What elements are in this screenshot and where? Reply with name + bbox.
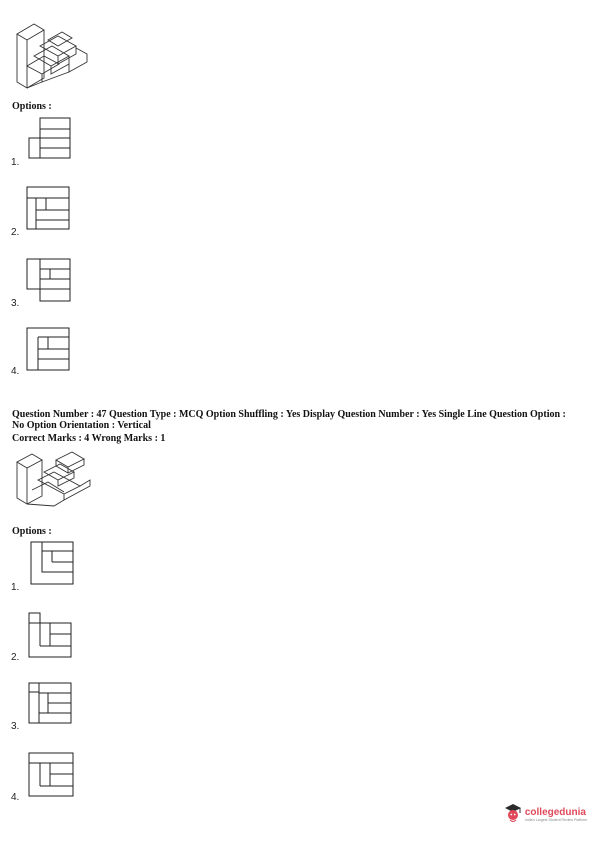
graduate-mascot-icon (504, 803, 522, 828)
option-2-number-q47: 2. (11, 652, 20, 663)
option-1-figure (28, 117, 72, 161)
options-label-1: Options : (12, 101, 52, 112)
option-4-figure-q47 (28, 752, 76, 800)
options-label-2: Options : (12, 526, 52, 537)
option-2-figure (26, 186, 72, 232)
option-1-number: 1. (11, 157, 20, 168)
question-meta-line-1: Question Number : 47 Question Type : MCQ Option Shuffling : Yes Display Question Number : Yes Single Line Question Option : (12, 409, 566, 420)
question-marks: Correct Marks : 4 Wrong Marks : 1 (12, 433, 166, 444)
option-3-number: 3. (11, 298, 20, 309)
option-3-number-q47: 3. (11, 721, 20, 732)
isometric-figure-1 (14, 14, 94, 94)
option-1-figure-q47 (30, 541, 76, 587)
option-3-figure-q47 (28, 682, 74, 728)
option-4-figure (26, 327, 72, 373)
option-3-figure (26, 258, 72, 304)
option-4-number: 4. (11, 366, 20, 377)
logo-name: collegedunia (524, 807, 586, 818)
logo-tagline: India's Largest Student Review Platform (524, 818, 587, 822)
option-1-number-q47: 1. (11, 582, 20, 593)
question-header (12, 409, 587, 444)
collegedunia-logo[interactable] (504, 803, 587, 828)
isometric-figure-2 (14, 450, 98, 514)
option-2-figure-q47 (28, 612, 74, 658)
option-2-number: 2. (11, 227, 20, 238)
question-meta-line-2: No Option Orientation : Vertical (12, 420, 151, 431)
option-4-number-q47: 4. (11, 792, 20, 803)
